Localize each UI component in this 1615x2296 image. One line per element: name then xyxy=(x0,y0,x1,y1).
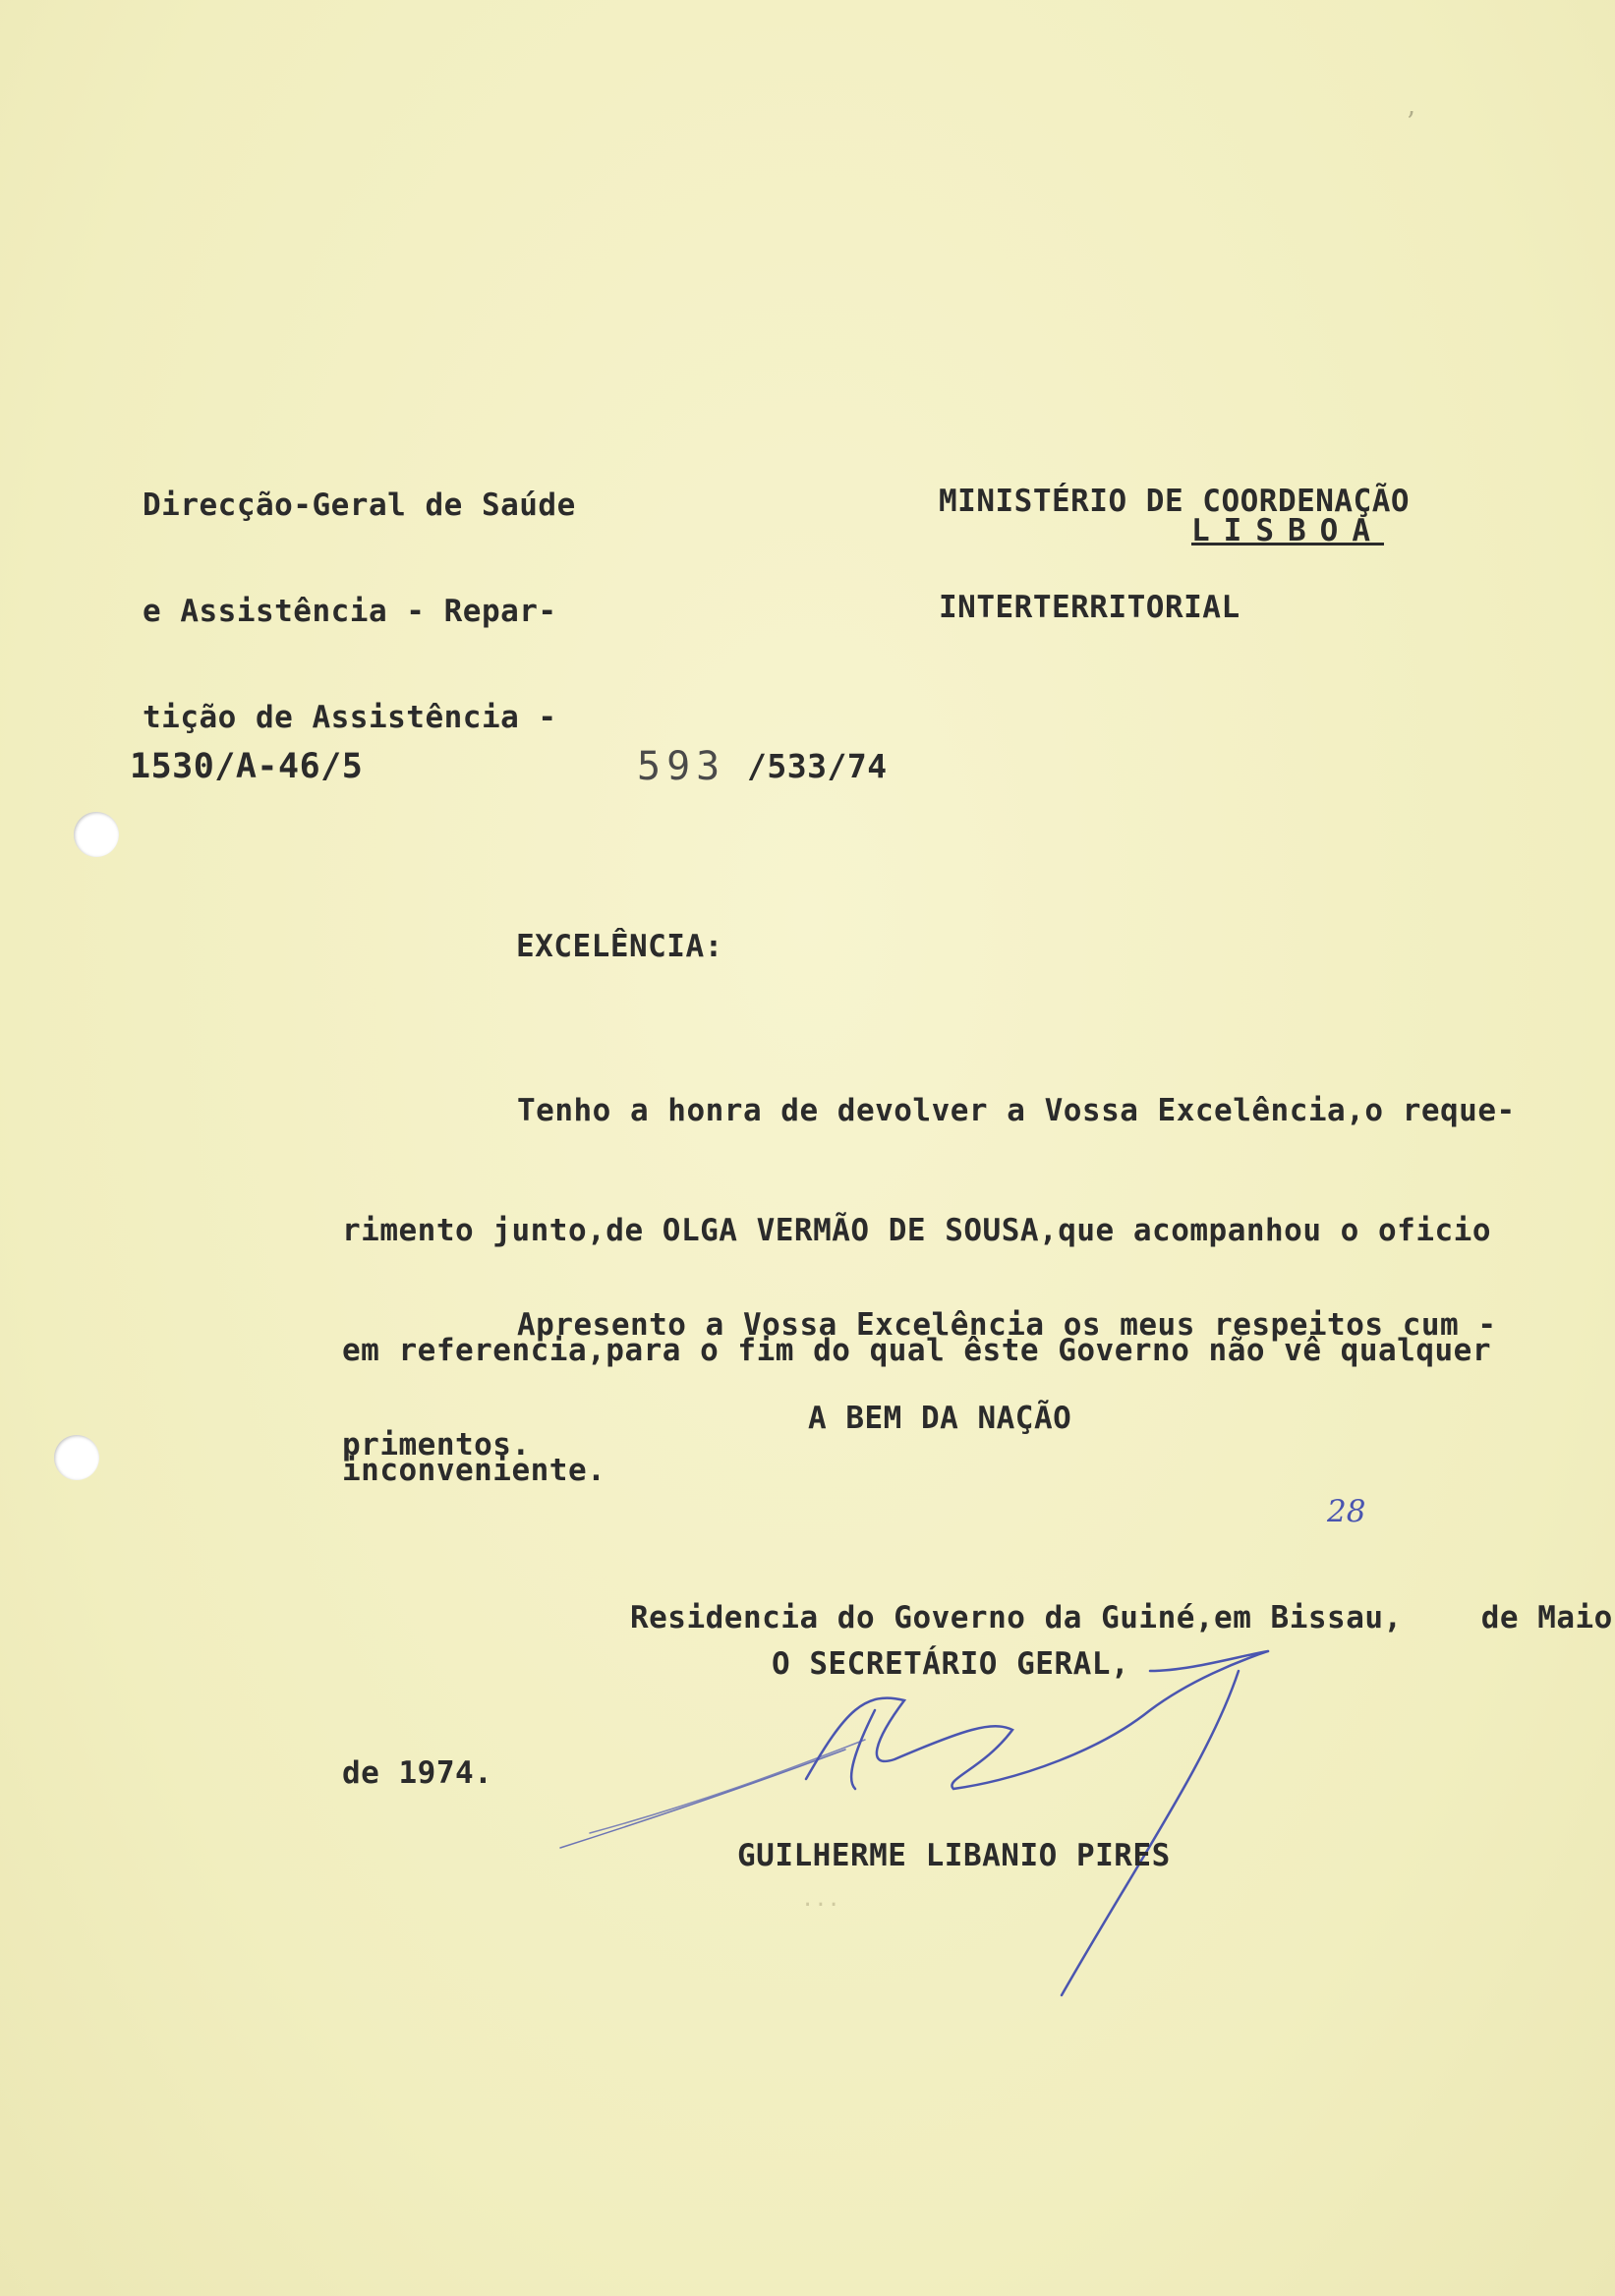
body-line: Apresento a Vossa Excelência os meus respeitos cum - xyxy=(517,1307,1497,1343)
reference-suffix: /533/74 xyxy=(747,747,888,785)
faint-bleed-through: ··· xyxy=(801,1893,840,1918)
body-line: Tenho a honra de devolver a Vossa Excelência,o reque- xyxy=(517,1093,1516,1128)
body-line: inconveniente. xyxy=(342,1453,606,1488)
closing-motto: A BEM DA NAÇÃO xyxy=(808,1401,1072,1436)
handwritten-day: 28 xyxy=(1327,1494,1366,1529)
sender-line: Direcção-Geral de Saúde xyxy=(143,488,576,523)
place-line-prefix: Residencia do Governo da Guiné,em Bissau, xyxy=(629,1600,1403,1636)
punch-hole-top xyxy=(74,812,119,857)
recipient-line: INTERTERRITORIAL xyxy=(939,590,1240,625)
place-line-suffix: de Maio xyxy=(1480,1600,1613,1636)
salutation: EXCELÊNCIA: xyxy=(516,929,723,964)
body-line: primentos. xyxy=(342,1427,531,1463)
reference-stamped-number: 593 xyxy=(637,744,726,789)
body-paragraph-2 xyxy=(342,1236,1541,1533)
signature-scribble xyxy=(550,1602,1298,2015)
reference-left: 1530/A-46/5 xyxy=(130,747,364,786)
sender-line: e Assistência - Repar- xyxy=(143,594,557,629)
signatory-name: GUILHERME LIBANIO PIRES xyxy=(737,1838,1171,1873)
recipient-block xyxy=(939,413,1410,696)
recipient-city: LISBOA xyxy=(1191,513,1384,548)
sender-line: tição de Assistência - xyxy=(143,700,557,735)
corner-pencil-mark: ʼ xyxy=(1406,106,1414,139)
place-line-2: de 1974. xyxy=(342,1755,493,1791)
body-line: em referencia,para o fim do qual êste Governo não vê qualquer xyxy=(342,1333,1491,1368)
signatory-title: O SECRETÁRIO GERAL, xyxy=(772,1646,1130,1682)
body-line: rimento junto,de OLGA VERMÃO DE SOUSA,que acompanhou o oficio xyxy=(342,1213,1491,1248)
recipient-line: MINISTÉRIO DE COORDENAÇÃO xyxy=(939,484,1411,519)
punch-hole-bottom xyxy=(54,1435,99,1480)
